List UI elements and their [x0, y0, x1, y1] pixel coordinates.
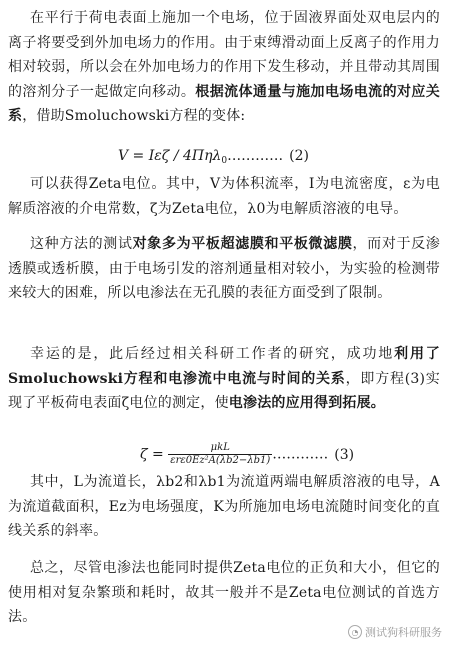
paragraph-5: [8, 470, 440, 544]
paragraph-2: [8, 172, 440, 221]
eq3-denominator: εrε0Ez²A(λb2−λb1): [170, 455, 271, 466]
p2-lead: 可以获得Zeta电位。: [30, 176, 167, 192]
p4-text-b: ，即方程(3)实现了平板荷电表面ζ电位的测定，使: [8, 370, 440, 411]
watermark-logo-icon: ◔: [348, 625, 362, 639]
p3-bold: 对象多为平板超滤膜和平板微滤膜: [132, 236, 353, 252]
eq2-dots: …………: [227, 148, 284, 164]
p1-text-b: ，借助Smoluchowski方程的变体:: [22, 108, 246, 124]
eq2-number: (2): [289, 148, 309, 164]
eq3-number: (3): [334, 446, 355, 463]
watermark-text: 测试狗科研服务: [365, 626, 442, 639]
eq2-sub: 0: [221, 156, 228, 166]
paragraph-1: [8, 6, 440, 129]
eq2-lhs: V = Iεζ / 4Πηλ: [118, 148, 222, 164]
eq3-numerator: μkL: [168, 442, 272, 455]
p3-text-a: 这种方法的测试: [30, 236, 133, 252]
p5-text: 其中，L为流道长，λb2和λb1为流道两端电解质溶液的电导，A为流道截面积，Ez为电场强度，K为所施加电场电流随时间变化的直线关系的斜率。: [8, 474, 440, 539]
eq3-lhs: ζ =: [140, 446, 164, 463]
paragraph-3: [8, 232, 440, 306]
eq3-fraction: [168, 442, 272, 467]
equation-2: [118, 148, 309, 166]
p6-text: 总之，尽管电渗法也能同时提供Zeta电位的正负和大小，但它的使用相对复杂繁琐和耗时，故其一般并不是Zeta电位测试的首选方法。: [8, 560, 440, 625]
p1-bold: 根据流体通量与施加电场电流的对应关系: [8, 83, 440, 124]
p4-bold-b: 电渗法的应用得到拓展。: [228, 395, 385, 411]
p3-text-b: ，而对于反渗透膜或透析膜，由于电场引发的溶剂通量相对较小，为实验的检测带来较大的困难，所以电渗法在无孔膜的表征方面受到了限制。: [8, 236, 441, 301]
p4-text-a: 幸运的是，此后经过相关科研工作者的研究，成功地: [30, 346, 395, 362]
p2-text: 其中，V为体积流率，I为电流密度，ε为电解质溶液的介电常数，ζ为Zeta电位，λ0为电解质溶液的电导。: [8, 176, 440, 217]
equation-3: [140, 442, 354, 467]
watermark: [348, 624, 442, 640]
eq3-dots: …………: [272, 446, 329, 463]
p4-bold-a: 利用了Smoluchowski方程和电渗流中电流与时间的关系: [8, 346, 440, 387]
paragraph-6: [8, 556, 440, 630]
paragraph-4: [8, 342, 440, 416]
p1-text-a: 在平行于荷电表面上施加一个电场，位于固液界面处双电层内的离子将要受到外加电场力的作用。由于束缚滑动面上反离子的作用力相对较弱，所以会在外加电场力的作用下发生移动，并且带动其周围的溶剂分子一起做定向移动。: [8, 10, 440, 100]
